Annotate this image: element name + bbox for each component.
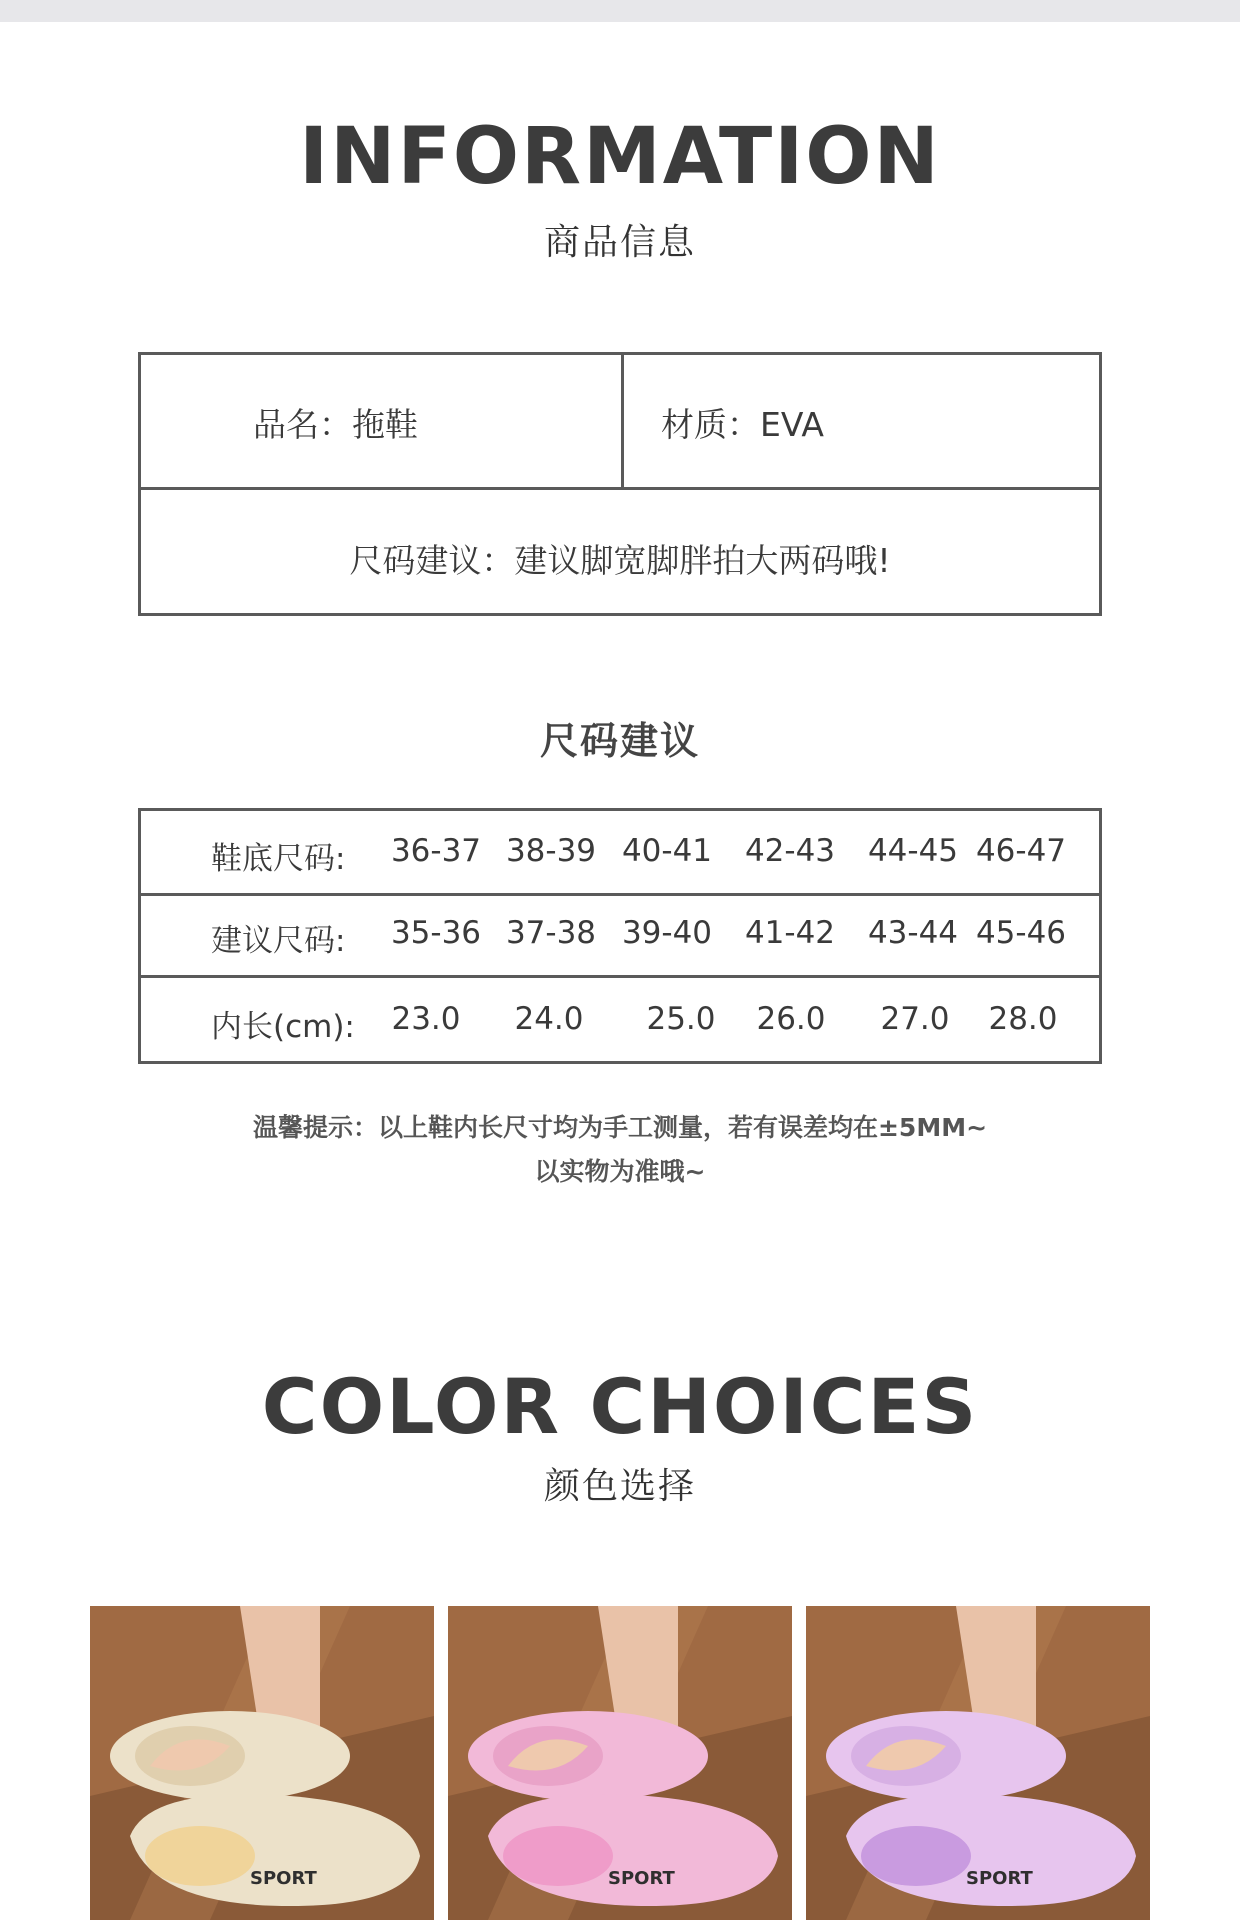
size-row-recommended <box>141 893 1099 975</box>
pink-slipper-photo <box>448 1606 792 1920</box>
size-cell: 35-36 <box>390 915 482 951</box>
size-row-sole <box>141 811 1099 893</box>
size-cell: 43-44 <box>867 915 959 951</box>
size-cell: 24.0 <box>514 1001 584 1037</box>
size-row-inner-length <box>141 975 1099 1061</box>
slipper-logo-text: SPORT <box>608 1868 675 1889</box>
size-row-label: 内长(cm): <box>211 1009 355 1045</box>
size-cell: 42-43 <box>744 833 836 869</box>
color-option-pink[interactable] <box>448 1606 792 1920</box>
size-cell: 46-47 <box>975 833 1067 869</box>
info-table-divider <box>621 355 624 487</box>
product-info-table <box>138 352 1102 616</box>
size-cell: 38-39 <box>505 833 597 869</box>
measurement-note-line1: 温馨提示：以上鞋内长尺寸均为手工测量，若有误差均在±5MM~ <box>252 1113 988 1142</box>
beige-slipper-photo <box>90 1606 434 1920</box>
size-advice-note: 尺码建议：建议脚宽脚胖拍大两码哦! <box>349 541 891 580</box>
slipper-logo-text: SPORT <box>250 1868 317 1889</box>
size-cell: 25.0 <box>646 1001 716 1037</box>
color-choices-title: COLOR CHOICES <box>261 1362 979 1451</box>
size-cell: 41-42 <box>744 915 836 951</box>
size-cell: 37-38 <box>505 915 597 951</box>
slipper-logo-text: SPORT <box>966 1868 1033 1889</box>
size-cell: 28.0 <box>988 1001 1058 1037</box>
product-material: 材质：EVA <box>661 405 824 444</box>
size-cell: 36-37 <box>390 833 482 869</box>
size-cell: 39-40 <box>621 915 713 951</box>
information-subtitle: 商品信息 <box>543 222 696 263</box>
size-cell: 26.0 <box>756 1001 826 1037</box>
size-cell: 27.0 <box>880 1001 950 1037</box>
color-photo-row <box>90 1606 1150 1920</box>
purple-slipper-photo <box>806 1606 1150 1920</box>
info-table-row-divider <box>141 487 1099 490</box>
information-title: INFORMATION <box>299 112 941 202</box>
size-chart-table <box>138 808 1102 1064</box>
measurement-note-line2: 以实物为准哦~ <box>534 1157 706 1186</box>
size-cell: 45-46 <box>975 915 1067 951</box>
color-option-purple[interactable] <box>806 1606 1150 1920</box>
size-section-title: 尺码建议 <box>539 719 700 763</box>
top-bar <box>0 0 1240 22</box>
color-choices-subtitle: 颜色选择 <box>543 1466 696 1507</box>
size-row-label: 鞋底尺码: <box>211 841 346 877</box>
size-cell: 44-45 <box>867 833 959 869</box>
size-row-label: 建议尺码: <box>211 923 346 959</box>
color-option-beige[interactable] <box>90 1606 434 1920</box>
product-name: 品名：拖鞋 <box>253 405 418 444</box>
size-cell: 40-41 <box>621 833 713 869</box>
size-cell: 23.0 <box>391 1001 461 1037</box>
